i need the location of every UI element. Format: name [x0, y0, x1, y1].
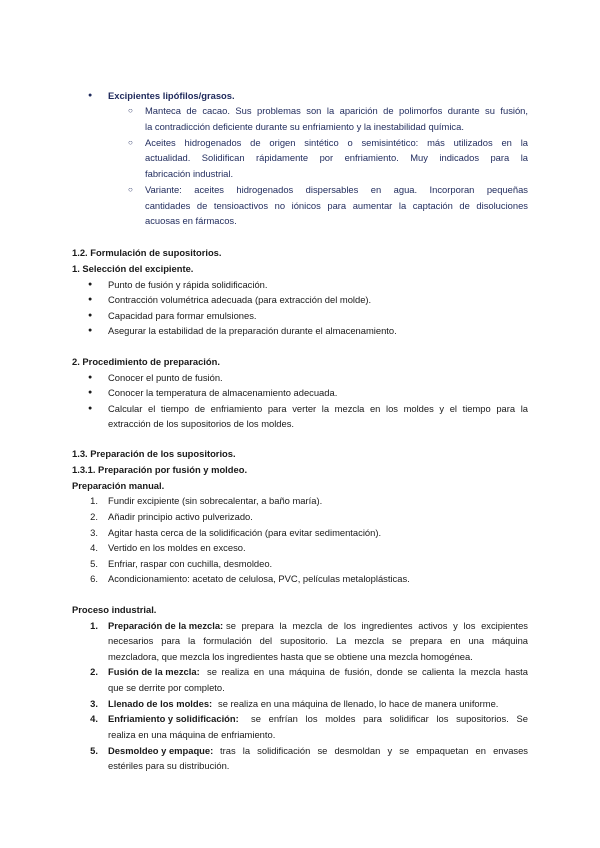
- list-number: 2.: [90, 666, 98, 677]
- bullet-icon: ●: [88, 296, 93, 303]
- seleccion-item: Asegurar la estabilidad de la preparación durante el almacenamiento.: [108, 325, 397, 336]
- list-number: 3.: [90, 527, 98, 538]
- bullet-icon: ●: [88, 389, 93, 396]
- step-text: se prepara la mezcla de los ingredientes activos y los excipientes: [226, 620, 528, 631]
- step-text: se enfrían los moldes para solidificar los supositorios. Se: [251, 713, 528, 724]
- bullet-icon: ●: [88, 405, 93, 412]
- aceites-line-1: Aceites hidrogenados de origen sintético o semisintético: más utilizados en la: [145, 137, 528, 148]
- list-number: 2.: [90, 511, 98, 522]
- aceites-line-2: actualidad. Solidifican rápidamente por enfriamiento. Muy indicados para la: [145, 152, 528, 163]
- step-term: Fusión de la mezcla:: [108, 666, 200, 677]
- manual-heading: Preparación manual.: [72, 480, 165, 491]
- bullet-icon: ●: [88, 374, 93, 381]
- industrial-heading: Proceso industrial.: [72, 604, 157, 615]
- circle-bullet-icon: ○: [128, 106, 133, 115]
- step-text: se realiza en una máquina de fusión, donde se calienta la mezcla hasta: [207, 666, 528, 677]
- list-number: 4.: [90, 713, 98, 724]
- step-text: mezcladora, que mezcla los ingredientes hasta que se obtiene una mezcla homogénea.: [108, 651, 473, 662]
- seleccion-heading: 1. Selección del excipiente.: [72, 263, 194, 274]
- bullet-icon: ●: [88, 281, 93, 288]
- step-text: estériles para su distribución.: [108, 760, 230, 771]
- variante-line-2: cantidades de tensioactivos no iónicos para aumentar la captación de disoluciones: [145, 200, 528, 211]
- procedimiento-item-line-1: Calcular el tiempo de enfriamiento para verter la mezcla en los moldes y el tiempo para la: [108, 403, 528, 414]
- step-text: realiza en una máquina de enfriamiento.: [108, 729, 276, 740]
- step-term: Preparación de la mezcla:: [108, 620, 224, 631]
- manteca-line-2: la contradicción deficiente durante su enfriamiento y la inestabilidad química.: [145, 121, 464, 132]
- list-number: 3.: [90, 698, 98, 709]
- step-term: Llenado de los moldes:: [108, 698, 213, 709]
- manual-item: Acondicionamiento: acetato de celulosa, PVC, películas metaloplásticas.: [108, 573, 410, 584]
- manteca-line-1: Manteca de cacao. Sus problemas son la aparición de polimorfos durante su fusión,: [145, 105, 528, 116]
- step-text: se realiza en una máquina de llenado, lo hace de manera uniforme.: [218, 698, 499, 709]
- procedimiento-item-line-2: extracción de los supositorios de los moldes.: [108, 418, 295, 429]
- list-number: 6.: [90, 573, 98, 584]
- procedimiento-heading: 2. Procedimiento de preparación.: [72, 356, 220, 367]
- circle-bullet-icon: ○: [128, 185, 133, 194]
- list-number: 5.: [90, 745, 98, 756]
- list-number: 5.: [90, 558, 98, 569]
- seleccion-item: Contracción volumétrica adecuada (para extracción del molde).: [108, 294, 372, 305]
- list-number: 1.: [90, 620, 98, 631]
- manual-item: Vertido en los moldes en exceso.: [108, 542, 246, 553]
- bullet-icon: ●: [88, 327, 93, 334]
- manual-item: Añadir principio activo pulverizado.: [108, 511, 253, 522]
- step-text: tras la solidificación se desmoldan y se empaquetan en envases: [220, 745, 528, 756]
- variante-line-3: acuosas en fármacos.: [145, 215, 237, 226]
- manual-item: Agitar hasta cerca de la solidificación (para evitar sedimentación).: [108, 527, 382, 538]
- step-text: necesarios para la formulación del supositorio. La mezcla se prepara en una máquina: [108, 635, 528, 646]
- procedimiento-item: Conocer la temperatura de almacenamiento adecuada.: [108, 387, 338, 398]
- variante-line-1: Variante: aceites hidrogenados dispersables en agua. Incorporan pequeñas: [145, 184, 528, 195]
- list-number: 4.: [90, 542, 98, 553]
- lipofilos-heading: Excipientes lipófilos/grasos.: [108, 90, 235, 101]
- fusion-moldeo-heading: 1.3.1. Preparación por fusión y moldeo.: [72, 464, 248, 475]
- preparacion-heading: 1.3. Preparación de los supositorios.: [72, 448, 236, 459]
- step-term: Enfriamiento y solidificación:: [108, 713, 239, 724]
- step-text: que se derrite por completo.: [108, 682, 225, 693]
- manual-item: Fundir excipiente (sin sobrecalentar, a baño maría).: [108, 495, 323, 506]
- aceites-line-3: fabricación industrial.: [145, 168, 234, 179]
- list-number: 1.: [90, 495, 98, 506]
- formulacion-heading: 1.2. Formulación de supositorios.: [72, 247, 222, 258]
- step-term: Desmoldeo y empaque:: [108, 745, 214, 756]
- manual-item: Enfriar, raspar con cuchilla, desmoldeo.: [108, 558, 273, 569]
- seleccion-item: Punto de fusión y rápida solidificación.: [108, 279, 268, 290]
- bullet-icon: ●: [88, 92, 93, 99]
- seleccion-item: Capacidad para formar emulsiones.: [108, 310, 257, 321]
- bullet-icon: ●: [88, 312, 93, 319]
- circle-bullet-icon: ○: [128, 138, 133, 147]
- procedimiento-item: Conocer el punto de fusión.: [108, 372, 223, 383]
